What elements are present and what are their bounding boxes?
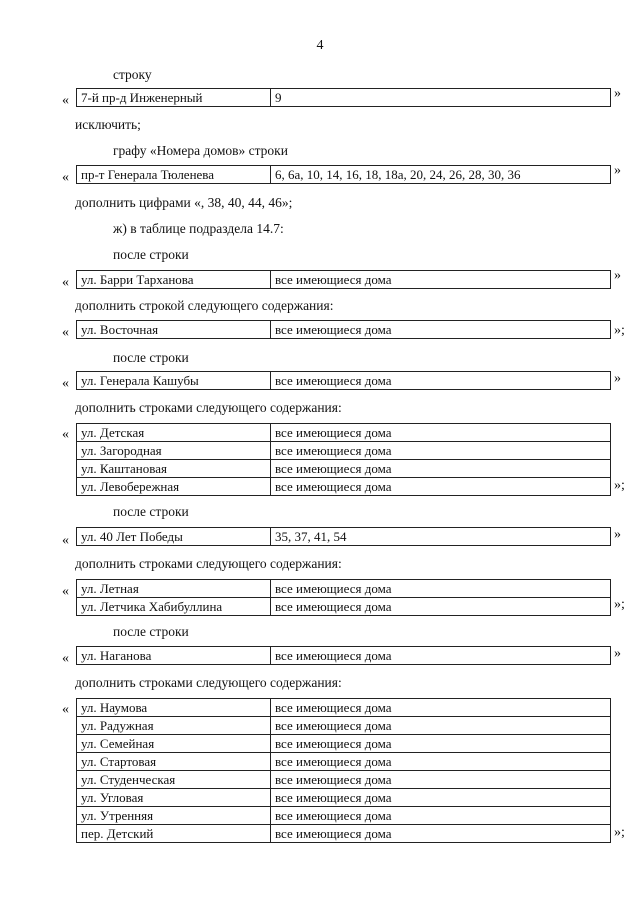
street-cell: 7-й пр-д Инженерный	[77, 89, 271, 107]
quote-open: «	[62, 584, 69, 599]
instruction-text: графу «Номера домов» строки	[113, 143, 288, 158]
street-cell: пр-т Генерала Тюленева	[77, 166, 271, 184]
quote-close: »;	[614, 478, 625, 493]
houses-cell: все имеющиеся дома	[271, 424, 611, 442]
table-row	[77, 598, 611, 616]
street-cell: ул. Семейная	[77, 735, 271, 753]
table-row	[77, 807, 611, 825]
address-table	[76, 423, 611, 496]
street-cell: ул. Каштановая	[77, 460, 271, 478]
address-table	[76, 88, 611, 107]
page-number: 4	[316, 38, 324, 53]
table-row	[77, 753, 611, 771]
street-cell: ул. Летчика Хабибуллина	[77, 598, 271, 616]
table-row	[77, 825, 611, 843]
instruction-text: дополнить строками следующего содержания:	[75, 675, 342, 690]
quote-open: «	[62, 651, 69, 666]
street-cell: ул. Студенческая	[77, 771, 271, 789]
quote-open: «	[62, 275, 69, 290]
houses-cell: все имеющиеся дома	[271, 372, 611, 390]
table-row	[77, 771, 611, 789]
quote-close: »	[614, 86, 621, 101]
instruction-text: после строки	[113, 247, 189, 262]
quote-close: »	[614, 527, 621, 542]
address-table	[76, 579, 611, 616]
quote-close: »;	[614, 825, 625, 840]
quote-open: «	[62, 702, 69, 717]
address-table	[76, 646, 611, 665]
quote-close: »;	[614, 597, 625, 612]
street-cell: ул. Радужная	[77, 717, 271, 735]
street-cell: ул. Стартовая	[77, 753, 271, 771]
table-row	[77, 580, 611, 598]
street-cell: ул. Генерала Кашубы	[77, 372, 271, 390]
street-cell: ул. 40 Лет Победы	[77, 528, 271, 546]
address-table	[76, 270, 611, 289]
quote-open: «	[62, 533, 69, 548]
quote-close: »;	[614, 323, 625, 338]
table-row	[77, 647, 611, 665]
houses-cell: все имеющиеся дома	[271, 271, 611, 289]
instruction-text: дополнить строкой следующего содержания:	[75, 298, 334, 313]
table-row	[77, 89, 611, 107]
table-row	[77, 442, 611, 460]
table-row	[77, 424, 611, 442]
quote-open: «	[62, 325, 69, 340]
address-table	[76, 527, 611, 546]
address-table	[76, 698, 611, 843]
houses-cell: все имеющиеся дома	[271, 478, 611, 496]
quote-close: »	[614, 268, 621, 283]
instruction-text: после строки	[113, 350, 189, 365]
houses-cell: все имеющиеся дома	[271, 442, 611, 460]
street-cell: ул. Левобережная	[77, 478, 271, 496]
houses-cell: все имеющиеся дома	[271, 580, 611, 598]
street-cell: ул. Загородная	[77, 442, 271, 460]
street-cell: ул. Детская	[77, 424, 271, 442]
houses-cell: все имеющиеся дома	[271, 771, 611, 789]
houses-cell: все имеющиеся дома	[271, 699, 611, 717]
houses-cell: все имеющиеся дома	[271, 598, 611, 616]
address-table	[76, 320, 611, 339]
table-row	[77, 735, 611, 753]
instruction-text: после строки	[113, 624, 189, 639]
quote-open: «	[62, 93, 69, 108]
quote-close: »	[614, 371, 621, 386]
quote-open: «	[62, 427, 69, 442]
instruction-text: исключить;	[75, 117, 141, 132]
address-table	[76, 165, 611, 184]
houses-cell: 6, 6а, 10, 14, 16, 18, 18а, 20, 24, 26, 28, 30, 36	[271, 166, 611, 184]
street-cell: ул. Летная	[77, 580, 271, 598]
houses-cell: все имеющиеся дома	[271, 807, 611, 825]
street-cell: ул. Угловая	[77, 789, 271, 807]
houses-cell: все имеющиеся дома	[271, 717, 611, 735]
instruction-text: дополнить цифрами «, 38, 40, 44, 46»;	[75, 195, 293, 210]
street-cell: ул. Восточная	[77, 321, 271, 339]
street-cell: ул. Наумова	[77, 699, 271, 717]
table-row	[77, 478, 611, 496]
section-heading: ж) в таблице подраздела 14.7:	[113, 221, 284, 236]
houses-cell: все имеющиеся дома	[271, 789, 611, 807]
quote-close: »	[614, 646, 621, 661]
street-cell: ул. Барри Тарханова	[77, 271, 271, 289]
houses-cell: все имеющиеся дома	[271, 753, 611, 771]
quote-open: «	[62, 376, 69, 391]
table-row	[77, 271, 611, 289]
table-row	[77, 166, 611, 184]
table-row	[77, 321, 611, 339]
houses-cell: все имеющиеся дома	[271, 735, 611, 753]
street-cell: ул. Утренняя	[77, 807, 271, 825]
instruction-text: после строки	[113, 504, 189, 519]
street-cell: ул. Наганова	[77, 647, 271, 665]
quote-close: »	[614, 163, 621, 178]
houses-cell: все имеющиеся дома	[271, 825, 611, 843]
address-table	[76, 371, 611, 390]
houses-cell: все имеющиеся дома	[271, 647, 611, 665]
quote-open: «	[62, 170, 69, 185]
houses-cell: все имеющиеся дома	[271, 460, 611, 478]
street-cell: пер. Детский	[77, 825, 271, 843]
instruction-text: дополнить строками следующего содержания:	[75, 400, 342, 415]
houses-cell: 35, 37, 41, 54	[271, 528, 611, 546]
table-row	[77, 789, 611, 807]
table-row	[77, 460, 611, 478]
houses-cell: все имеющиеся дома	[271, 321, 611, 339]
table-row	[77, 699, 611, 717]
table-row	[77, 528, 611, 546]
table-row	[77, 717, 611, 735]
instruction-text: строку	[113, 67, 152, 82]
instruction-text: дополнить строками следующего содержания:	[75, 556, 342, 571]
table-row	[77, 372, 611, 390]
houses-cell: 9	[271, 89, 611, 107]
